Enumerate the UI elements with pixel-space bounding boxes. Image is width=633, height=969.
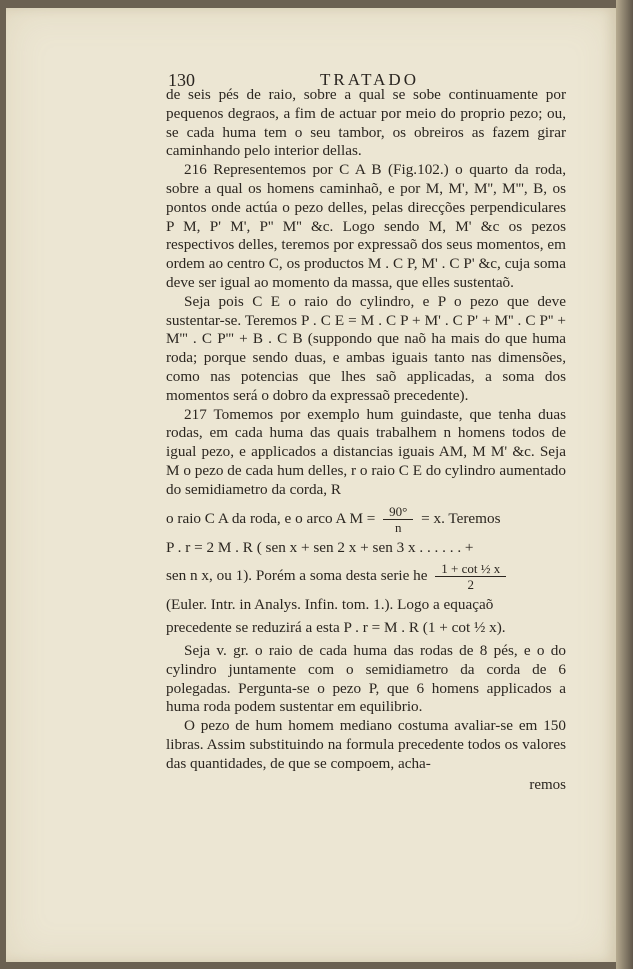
formula-sum: P . r = 2 M . R ( sen x + sen 2 x + sen 3 x . . . . . . + (166, 538, 474, 556)
formula-series-text: sen n x, ou 1). Porém a soma desta serie he (166, 567, 428, 585)
formula-arc-end: = x. Teremos (421, 509, 501, 527)
paragraph-216: 216 Representemos por C A B (Fig.102.) o quarto da roda, sobre a qual os homens caminhaõ, e por M, M', M'', M''', B, os pontos onde actúa o pezo delles, pelas direcções perpendiculares P M, P' M', P'' M'' &c. Logo sendo M, M' &c os pezos respectivos delles, teremos por expressaõ dos seus momentos, em ordem ao centro C, os productos M . C P, M' . C P' &c, cuja soma deve ser igual ao momento da massa, que elles sustentaõ. (166, 161, 566, 291)
fraction-series-numerator: 1 + cot ½ x (435, 561, 506, 577)
fraction-series (435, 561, 506, 592)
book-edge (616, 0, 633, 969)
page-number: 130 (168, 70, 195, 90)
catchword: remos (529, 776, 566, 793)
fraction-arc-numerator: 90° (383, 504, 413, 520)
paragraph-5: Seja v. gr. o raio de cada huma das rodas de 8 pés, e o do cylindro juntamente com o semidiametro da corda de 6 polegadas. Pergunta-se o pezo P, que 6 homens applicados a huma roda podem sustentar em equilibrio. (166, 641, 566, 716)
fraction-arc-denominator: n (394, 519, 402, 535)
page-body (166, 86, 566, 794)
formula-euler-ref: (Euler. Intr. in Analys. Infin. tom. 1.). Logo a equaçaõ (166, 596, 494, 614)
running-head: TRATADO (320, 70, 419, 89)
fraction-series-denominator: 2 (467, 577, 475, 593)
paragraph-1: de seis pés de raio, sobre a qual se sobe continuamente por pequenos degraos, a fim de actuar por meio do proprio pezo; ou, se cada huma tem o seu tambor, os obreiros as fazem girar caminhando pelo interior dellas. (166, 86, 566, 160)
formula-arc-text: o raio C A da roda, e o arco A M = (166, 509, 376, 527)
paragraph-217: 217 Tomemos por exemplo hum guindaste, que tenha duas rodas, em cada huma das quais trabalhem n homens todos de igual pezo, e applicados a distancias iguais AM, M M' &c. Seja M o pezo de cada hum delles, r o raio C E do cylindro aumentado do semidiametro da corda, R (166, 405, 566, 498)
fraction-arc (383, 504, 413, 535)
formula-arc (166, 504, 566, 535)
paragraph-6: O pezo de hum homem mediano costuma avaliar-se em 150 libras. Assim substituindo na formula precedente todos os valores das quantidades, de que se compoem, acha- (166, 717, 566, 772)
formula-series (166, 561, 566, 592)
formula-reduced: precedente se reduzirá a esta P . r = M . R (1 + cot ½ x). (166, 619, 506, 637)
paragraph-3: Seja pois C E o raio do cylindro, e P o pezo que deve sustentar-se. Teremos P . C E = M . C P + M' . C P' + M'' . C P'' + M''' . C P''' + B . C B (suppondo que naõ ha mais do que huma roda; porque sendo duas, e ambas iguais tanto nas dimensões, como nas potencias que lhes saõ applicadas, a soma dos momentos será o dobro da expressaõ precedente). (166, 292, 566, 404)
